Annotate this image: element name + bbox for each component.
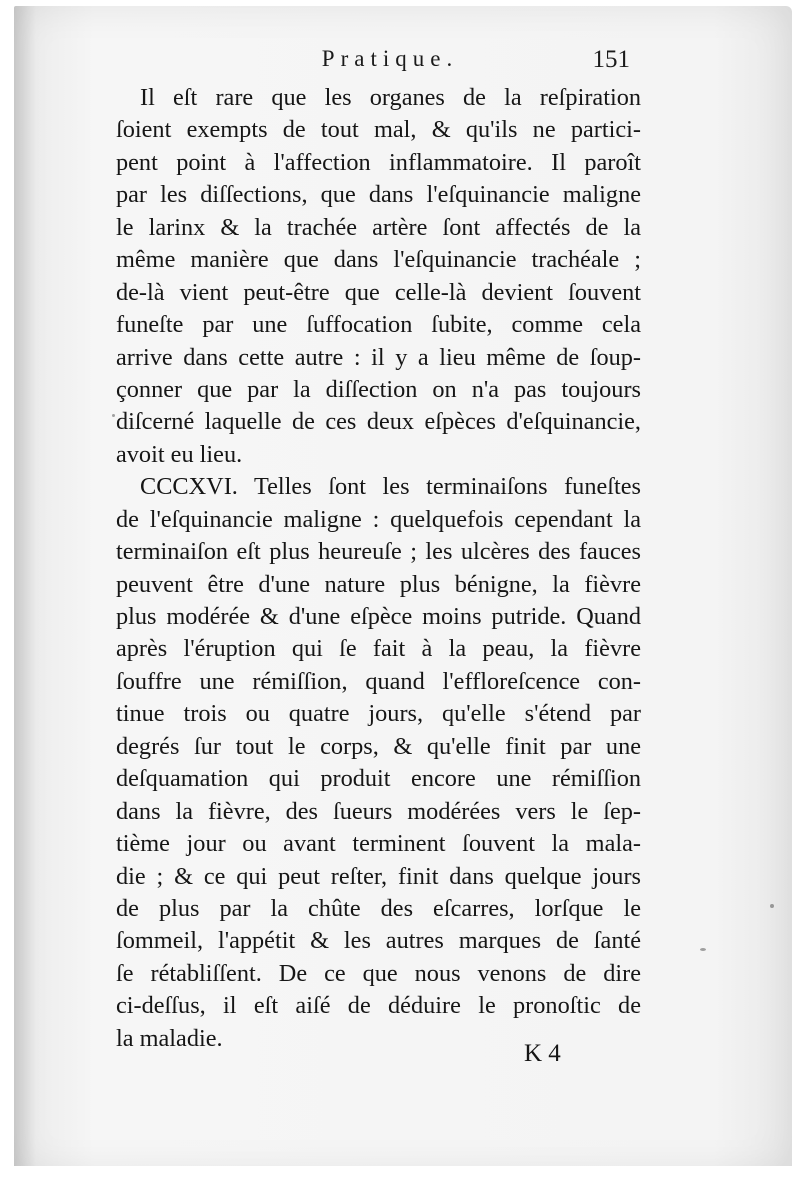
text-line: dans la fièvre, des ſueurs modérées vers le ſep-: [116, 797, 641, 825]
text-line: avoit eu lieu.: [116, 440, 243, 468]
text-line: arrive dans cette autre : il y a lieu même de ſoup-: [116, 343, 641, 371]
text-line: deſquamation qui produit encore une rémiſſion: [116, 765, 641, 793]
text-line: tinue trois ou quatre jours, qu'elle s'étend par: [116, 700, 641, 728]
text-line: ſe rétabliſſent. De ce que nous venons de dire: [116, 959, 641, 987]
text-line: pent point à l'affection inflammatoire. Il paroît: [116, 148, 641, 176]
text-line: degrés ſur tout le corps, & qu'elle finit par une: [116, 732, 641, 760]
ink-speck: [770, 904, 774, 908]
text-line: après l'éruption qui ſe fait à la peau, la fièvre: [116, 635, 641, 663]
text-line: peuvent être d'une nature plus bénigne, la fièvre: [116, 570, 641, 598]
ink-speck: [112, 414, 115, 417]
text-line: Il eſt rare que les organes de la reſpiration: [140, 84, 641, 111]
text-line: même manière que dans l'eſquinancie trachéale ;: [116, 246, 641, 274]
text-line: ci-deſſus, il eſt aiſé de déduire le pronoſtic de: [116, 992, 641, 1020]
ink-speck: [700, 948, 706, 951]
catchword: K 4: [524, 1040, 561, 1067]
text-line: ſommeil, l'appétit & les autres marques de ſanté: [116, 927, 641, 955]
text-line: çonner que par la diſſection on n'a pas toujours: [116, 375, 641, 403]
text-line: de-là vient peut-être que celle-là devient ſouvent: [116, 278, 641, 306]
text-line: tième jour ou avant terminent ſouvent la mala-: [116, 830, 641, 858]
text-line: die ; & ce qui peut reſter, finit dans quelque jours: [116, 862, 641, 890]
body-text: [116, 82, 641, 1055]
page-bottom-margin: [14, 1166, 800, 1179]
text-line: la maladie.: [116, 1024, 223, 1052]
text-line: diſcerné laquelle de ces deux eſpèces d'eſquinancie,: [116, 408, 641, 436]
text-line: de l'eſquinancie maligne : quelquefois cependant la: [116, 505, 641, 533]
text-line: ſoient exempts de tout mal, & qu'ils ne partici-: [116, 116, 641, 144]
text-line: terminaiſon eſt plus heureuſe ; les ulcères des fauces: [116, 538, 641, 566]
text-line: le larinx & la trachée artère ſont affectés de la: [116, 213, 641, 241]
running-title: Pratique.: [321, 46, 459, 71]
text-line: CCCXVI. Telles ſont les terminaiſons funeſtes: [140, 473, 641, 501]
running-head: [0, 46, 800, 76]
text-line: plus modérée & d'une eſpèce moins putride. Quand: [116, 603, 641, 630]
text-line: par les diſſections, que dans l'eſquinancie maligne: [116, 181, 641, 209]
text-line: funeſte par une ſuffocation ſubite, comme cela: [116, 311, 641, 339]
page-number: 151: [592, 46, 630, 73]
text-line: de plus par la chûte des eſcarres, lorſque le: [116, 894, 641, 922]
text-line: ſouffre une rémiſſion, quand l'effloreſcence con-: [116, 667, 641, 695]
